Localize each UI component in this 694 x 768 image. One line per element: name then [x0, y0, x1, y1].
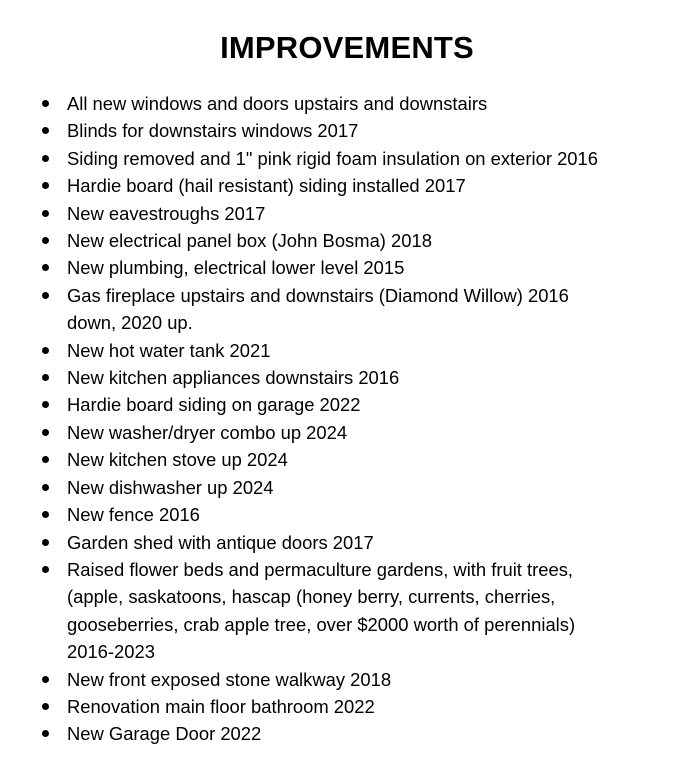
bullet-icon [42, 100, 49, 107]
list-item-text: New Garage Door 2022 [67, 723, 262, 745]
list-item [38, 364, 678, 391]
list-item [38, 391, 678, 418]
bullet-icon [42, 484, 49, 491]
bullet-icon [42, 456, 49, 463]
list-item-text: Siding removed and 1" pink rigid foam insulation on exterior 2016 [67, 147, 598, 169]
bullet-icon [42, 401, 49, 408]
page-title: IMPROVEMENTS [220, 30, 474, 65]
list-item-text: New dishwasher up 2024 [67, 476, 274, 498]
list-item-text: New kitchen stove up 2024 [67, 449, 288, 471]
list-item [38, 145, 678, 172]
bullet-icon [42, 237, 49, 244]
list-item [38, 227, 678, 254]
list-item-text: Gas fireplace upstairs and downstairs (Diamond Willow) 2016 [67, 284, 569, 306]
bullet-icon [42, 292, 49, 299]
list-item-text: All new windows and doors upstairs and downstairs [67, 93, 488, 114]
list-item-text: New washer/dryer combo up 2024 [67, 421, 348, 443]
list-item [38, 117, 678, 144]
list-item-text: New plumbing, electrical lower level 2015 [67, 257, 405, 279]
list-item [38, 474, 678, 501]
list-item-text: (apple, saskatoons, hascap (honey berry, currents, cherries, [67, 586, 556, 608]
list-item [38, 90, 678, 117]
bullet-icon [42, 566, 49, 573]
list-item [38, 556, 678, 666]
list-item [38, 419, 678, 446]
bullet-icon [42, 127, 49, 134]
list-item-text: New eavestroughs 2017 [67, 202, 266, 224]
bullet-icon [42, 374, 49, 381]
bullet-icon [42, 155, 49, 162]
list-item-text: Hardie board (hail resistant) siding installed 2017 [67, 175, 466, 197]
list-item-text: New hot water tank 2021 [67, 339, 271, 361]
list-item [38, 693, 678, 720]
bullet-icon [42, 730, 49, 737]
list-item [38, 446, 678, 473]
bullet-icon [42, 703, 49, 710]
list-item-text: Hardie board siding on garage 2022 [67, 394, 361, 416]
bullet-icon [42, 511, 49, 518]
list-item [38, 172, 678, 199]
list-item-text: gooseberries, crab apple tree, over $2000 worth of perennials) [67, 613, 576, 635]
bullet-icon [42, 539, 49, 546]
list-item-text: New front exposed stone walkway 2018 [67, 668, 392, 690]
list-item-text: New electrical panel box (John Bosma) 2018 [67, 230, 432, 252]
list-item [38, 337, 678, 364]
list-item [38, 529, 678, 556]
list-item-text: Raised flower beds and permaculture gardens, with fruit trees, [67, 558, 573, 580]
list-item [38, 666, 678, 693]
list-item-text: down, 2020 up. [67, 312, 193, 334]
list-item [38, 282, 678, 337]
bullet-icon [42, 182, 49, 189]
list-item-text: New fence 2016 [67, 504, 200, 526]
improvements-list [38, 90, 678, 748]
bullet-icon [42, 210, 49, 217]
list-item [38, 254, 678, 281]
list-item-text: 2016-2023 [67, 641, 155, 663]
list-item [38, 200, 678, 227]
bullet-icon [42, 264, 49, 271]
list-item [38, 501, 678, 528]
list-item-text: Garden shed with antique doors 2017 [67, 531, 374, 553]
bullet-icon [42, 347, 49, 354]
bullet-icon [42, 429, 49, 436]
list-item-text: Blinds for downstairs windows 2017 [67, 120, 359, 142]
list-item-text: New kitchen appliances downstairs 2016 [67, 367, 400, 389]
bullet-icon [42, 676, 49, 683]
list-item-text: Renovation main floor bathroom 2022 [67, 695, 375, 717]
list-item [38, 720, 678, 747]
